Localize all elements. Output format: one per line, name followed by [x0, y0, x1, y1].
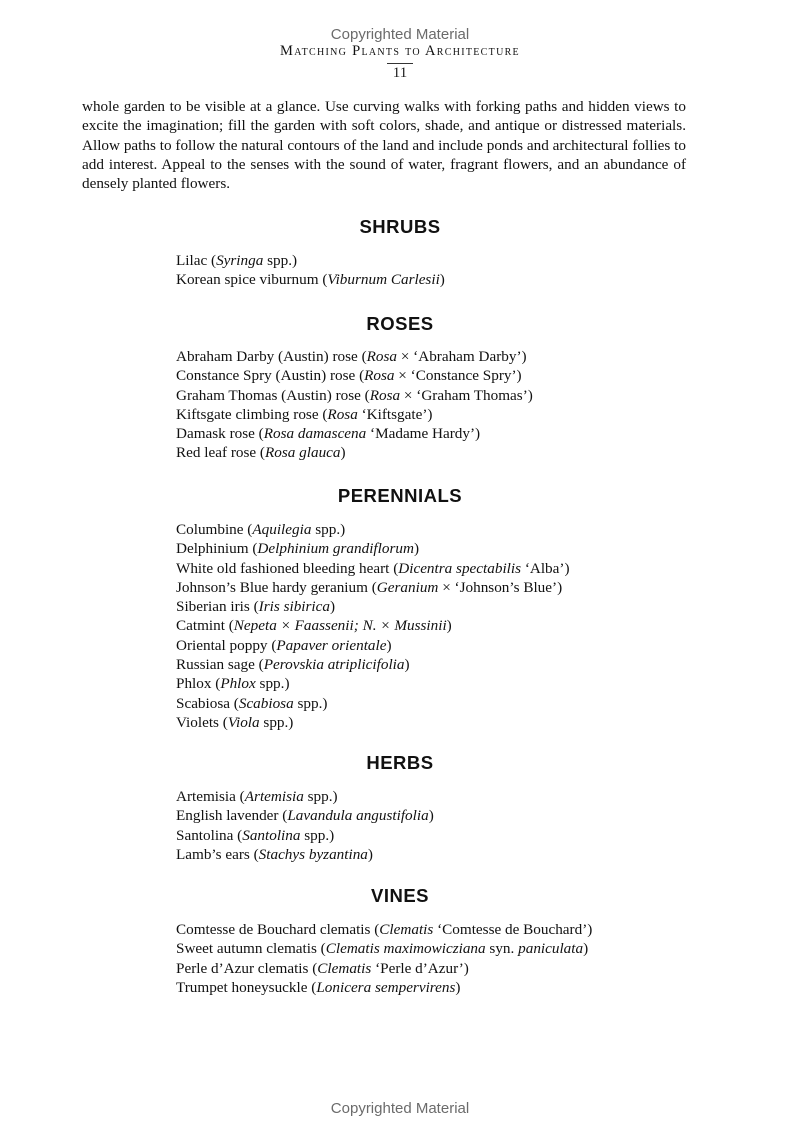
plant-list [176, 251, 445, 290]
plant-list [176, 787, 434, 864]
plant-entry [176, 386, 533, 405]
common-name-text: ‘Comtesse de Bouchard’) [433, 921, 593, 938]
common-name-text: English lavender ( [176, 807, 288, 825]
common-name-text: Russian sage ( [176, 656, 264, 674]
botanical-name: Viburnum Carlesii [327, 271, 440, 289]
common-name-text: spp.) [259, 713, 294, 731]
plant-entry [176, 806, 434, 825]
common-name-text: ) [439, 271, 445, 289]
plant-entry [176, 655, 570, 674]
common-name-text: ) [428, 807, 434, 825]
plant-entry [176, 845, 434, 864]
botanical-name: Aquilegia [252, 521, 312, 538]
common-name-text: Constance Spry (Austin) rose ( [176, 367, 365, 385]
common-name-text: spp.) [300, 826, 335, 844]
plant-entry [176, 787, 434, 806]
common-name-text: Red leaf rose ( [176, 444, 265, 462]
common-name-text: Scabiosa ( [176, 694, 239, 712]
common-name-text: Columbine ( [176, 521, 253, 538]
plant-entry [176, 539, 570, 558]
section-shrubs [0, 216, 800, 289]
plant-list [176, 520, 570, 732]
common-name-text: syn. [485, 940, 519, 958]
common-name-text: Siberian iris ( [176, 598, 259, 616]
common-name-text: ) [367, 845, 373, 863]
botanical-name: Santolina [242, 826, 301, 844]
botanical-name: Dicentra spectabilis [398, 559, 522, 577]
plant-entry [176, 559, 570, 578]
botanical-name: Iris sibirica [258, 598, 330, 616]
section-perennials [0, 485, 800, 731]
common-name-text: Damask rose ( [176, 425, 264, 443]
plant-entry [176, 674, 570, 693]
botanical-name: Lavandula angustifolia [287, 807, 429, 825]
common-name-text: ) [446, 617, 452, 635]
plant-entry [176, 694, 570, 713]
common-name-text: ‘Perle d’Azur’) [371, 959, 469, 977]
common-name-text: Catmint ( [176, 617, 234, 635]
common-name-text: ) [404, 656, 410, 674]
botanical-name: Stachys byzantina [258, 845, 368, 863]
section-vines [0, 885, 800, 996]
plant-entry [176, 424, 533, 443]
botanical-name: Rosa glauca [264, 444, 341, 462]
common-name-text: × ‘Johnson’s Blue’) [438, 578, 563, 596]
running-head: Matching Plants to Architecture [280, 43, 520, 59]
common-name-text: Artemisia ( [176, 788, 245, 805]
section-heading: ROSES [366, 313, 434, 334]
common-name-text: Oriental poppy ( [176, 636, 277, 654]
botanical-name: Clematis [317, 959, 372, 977]
botanical-name: Lonicera sempervirens [316, 978, 456, 996]
plant-entry [176, 826, 434, 845]
plant-entry [176, 636, 570, 655]
common-name-text: ‘Madame Hardy’) [366, 425, 481, 443]
plant-entry [176, 405, 533, 424]
plant-entry [176, 443, 533, 462]
botanical-name: Rosa [327, 405, 358, 423]
botanical-name: Rosa [369, 386, 401, 404]
botanical-name: Rosa [366, 348, 398, 365]
common-name-text: spp.) [255, 675, 290, 693]
plant-entry [176, 713, 570, 732]
common-name-text: Johnson’s Blue hardy geranium ( [176, 578, 377, 596]
common-name-text: spp.) [293, 694, 328, 712]
common-name-text: ) [413, 540, 420, 558]
common-name-text: Abraham Darby (Austin) rose ( [176, 348, 367, 365]
section-roses [0, 313, 800, 462]
common-name-text: Sweet autumn clematis ( [176, 940, 326, 958]
common-name-text: Trumpet honeysuckle ( [176, 978, 317, 996]
common-name-text: White old fashioned bleeding heart ( [176, 559, 399, 577]
plant-entry [176, 959, 592, 978]
plant-entry [176, 578, 570, 597]
botanical-name: Nepeta × Faassenii; N. × Mussinii [233, 617, 447, 635]
common-name-text: ‘Alba’) [521, 559, 570, 577]
common-name-text: ) [340, 444, 346, 462]
common-name-text: Phlox ( [176, 675, 221, 693]
common-name-text: Kiftsgate climbing rose ( [176, 405, 328, 423]
common-name-text: ) [583, 940, 589, 958]
plant-entry [176, 978, 592, 997]
intro-paragraph: whole garden to be visible at a glance. Use curving walks with forking paths and hidden views to excite the imagination; fill the garden with soft colors, shade, and antique or distressed materials. Allow paths to follow the natural contours of the land and include ponds and architectural follies to add interest. Appeal to the senses with the sound of water, fragrant flowers, and an abundance of densely planted flowers. [82, 98, 686, 193]
common-name-text: Delphinium ( [176, 540, 258, 558]
plant-list [176, 920, 592, 997]
common-name-text: Santolina ( [176, 826, 243, 844]
plant-list [176, 347, 533, 463]
common-name-text: ) [455, 978, 461, 996]
common-name-text: Korean spice viburnum ( [176, 271, 328, 289]
plant-entry [176, 347, 533, 366]
botanical-name: Clematis maximowicziana [325, 940, 486, 958]
common-name-text: ) [329, 598, 336, 616]
section-heading: VINES [370, 885, 430, 906]
common-name-text: Lilac ( [176, 252, 217, 269]
common-name-text: Lamb’s ears ( [176, 845, 259, 863]
page-number: 11 [387, 63, 413, 82]
common-name-text: ) [386, 636, 392, 654]
plant-entry [176, 616, 570, 635]
common-name-text: spp.) [263, 252, 298, 269]
plant-entry [176, 597, 570, 616]
plant-entry [176, 939, 592, 958]
common-name-text: Graham Thomas (Austin) rose ( [176, 386, 370, 404]
section-heading: SHRUBS [359, 216, 441, 237]
plant-entry [176, 366, 533, 385]
botanical-name: Delphinium grandiflorum [257, 540, 414, 558]
botanical-name: Syringa [216, 252, 264, 269]
common-name-text: Violets ( [176, 713, 228, 731]
botanical-name: Scabiosa [238, 694, 294, 712]
common-name-text: spp.) [303, 788, 338, 805]
plant-entry [176, 251, 445, 270]
botanical-name: paniculata [518, 940, 584, 958]
plant-entry [176, 270, 445, 289]
section-herbs [0, 752, 800, 863]
botanical-name: Papaver orientale [276, 636, 387, 654]
common-name-text: Comtesse de Bouchard clematis ( [176, 921, 380, 938]
botanical-name: Clematis [379, 921, 434, 938]
common-name-text: Perle d’Azur clematis ( [176, 959, 318, 977]
common-name-text: spp.) [311, 521, 346, 538]
section-heading: PERENNIALS [337, 485, 463, 506]
plant-entry [176, 520, 570, 539]
plant-entry [176, 920, 592, 939]
copyright-watermark-top: Copyrighted Material [330, 26, 470, 43]
section-heading: HERBS [366, 752, 434, 773]
botanical-name: Viola [227, 713, 260, 731]
botanical-name: Geranium [376, 578, 439, 596]
copyright-watermark-bottom: Copyrighted Material [330, 1100, 470, 1117]
botanical-name: Phlox [220, 675, 256, 693]
botanical-name: Rosa [364, 367, 395, 385]
common-name-text: × ‘Abraham Darby’) [397, 348, 527, 365]
common-name-text: × ‘Constance Spry’) [394, 367, 522, 385]
common-name-text: ‘Kiftsgate’) [357, 405, 433, 423]
common-name-text: × ‘Graham Thomas’) [400, 386, 533, 404]
botanical-name: Artemisia [244, 788, 304, 805]
botanical-name: Perovskia atriplicifolia [263, 656, 405, 674]
botanical-name: Rosa damascena [263, 425, 367, 443]
